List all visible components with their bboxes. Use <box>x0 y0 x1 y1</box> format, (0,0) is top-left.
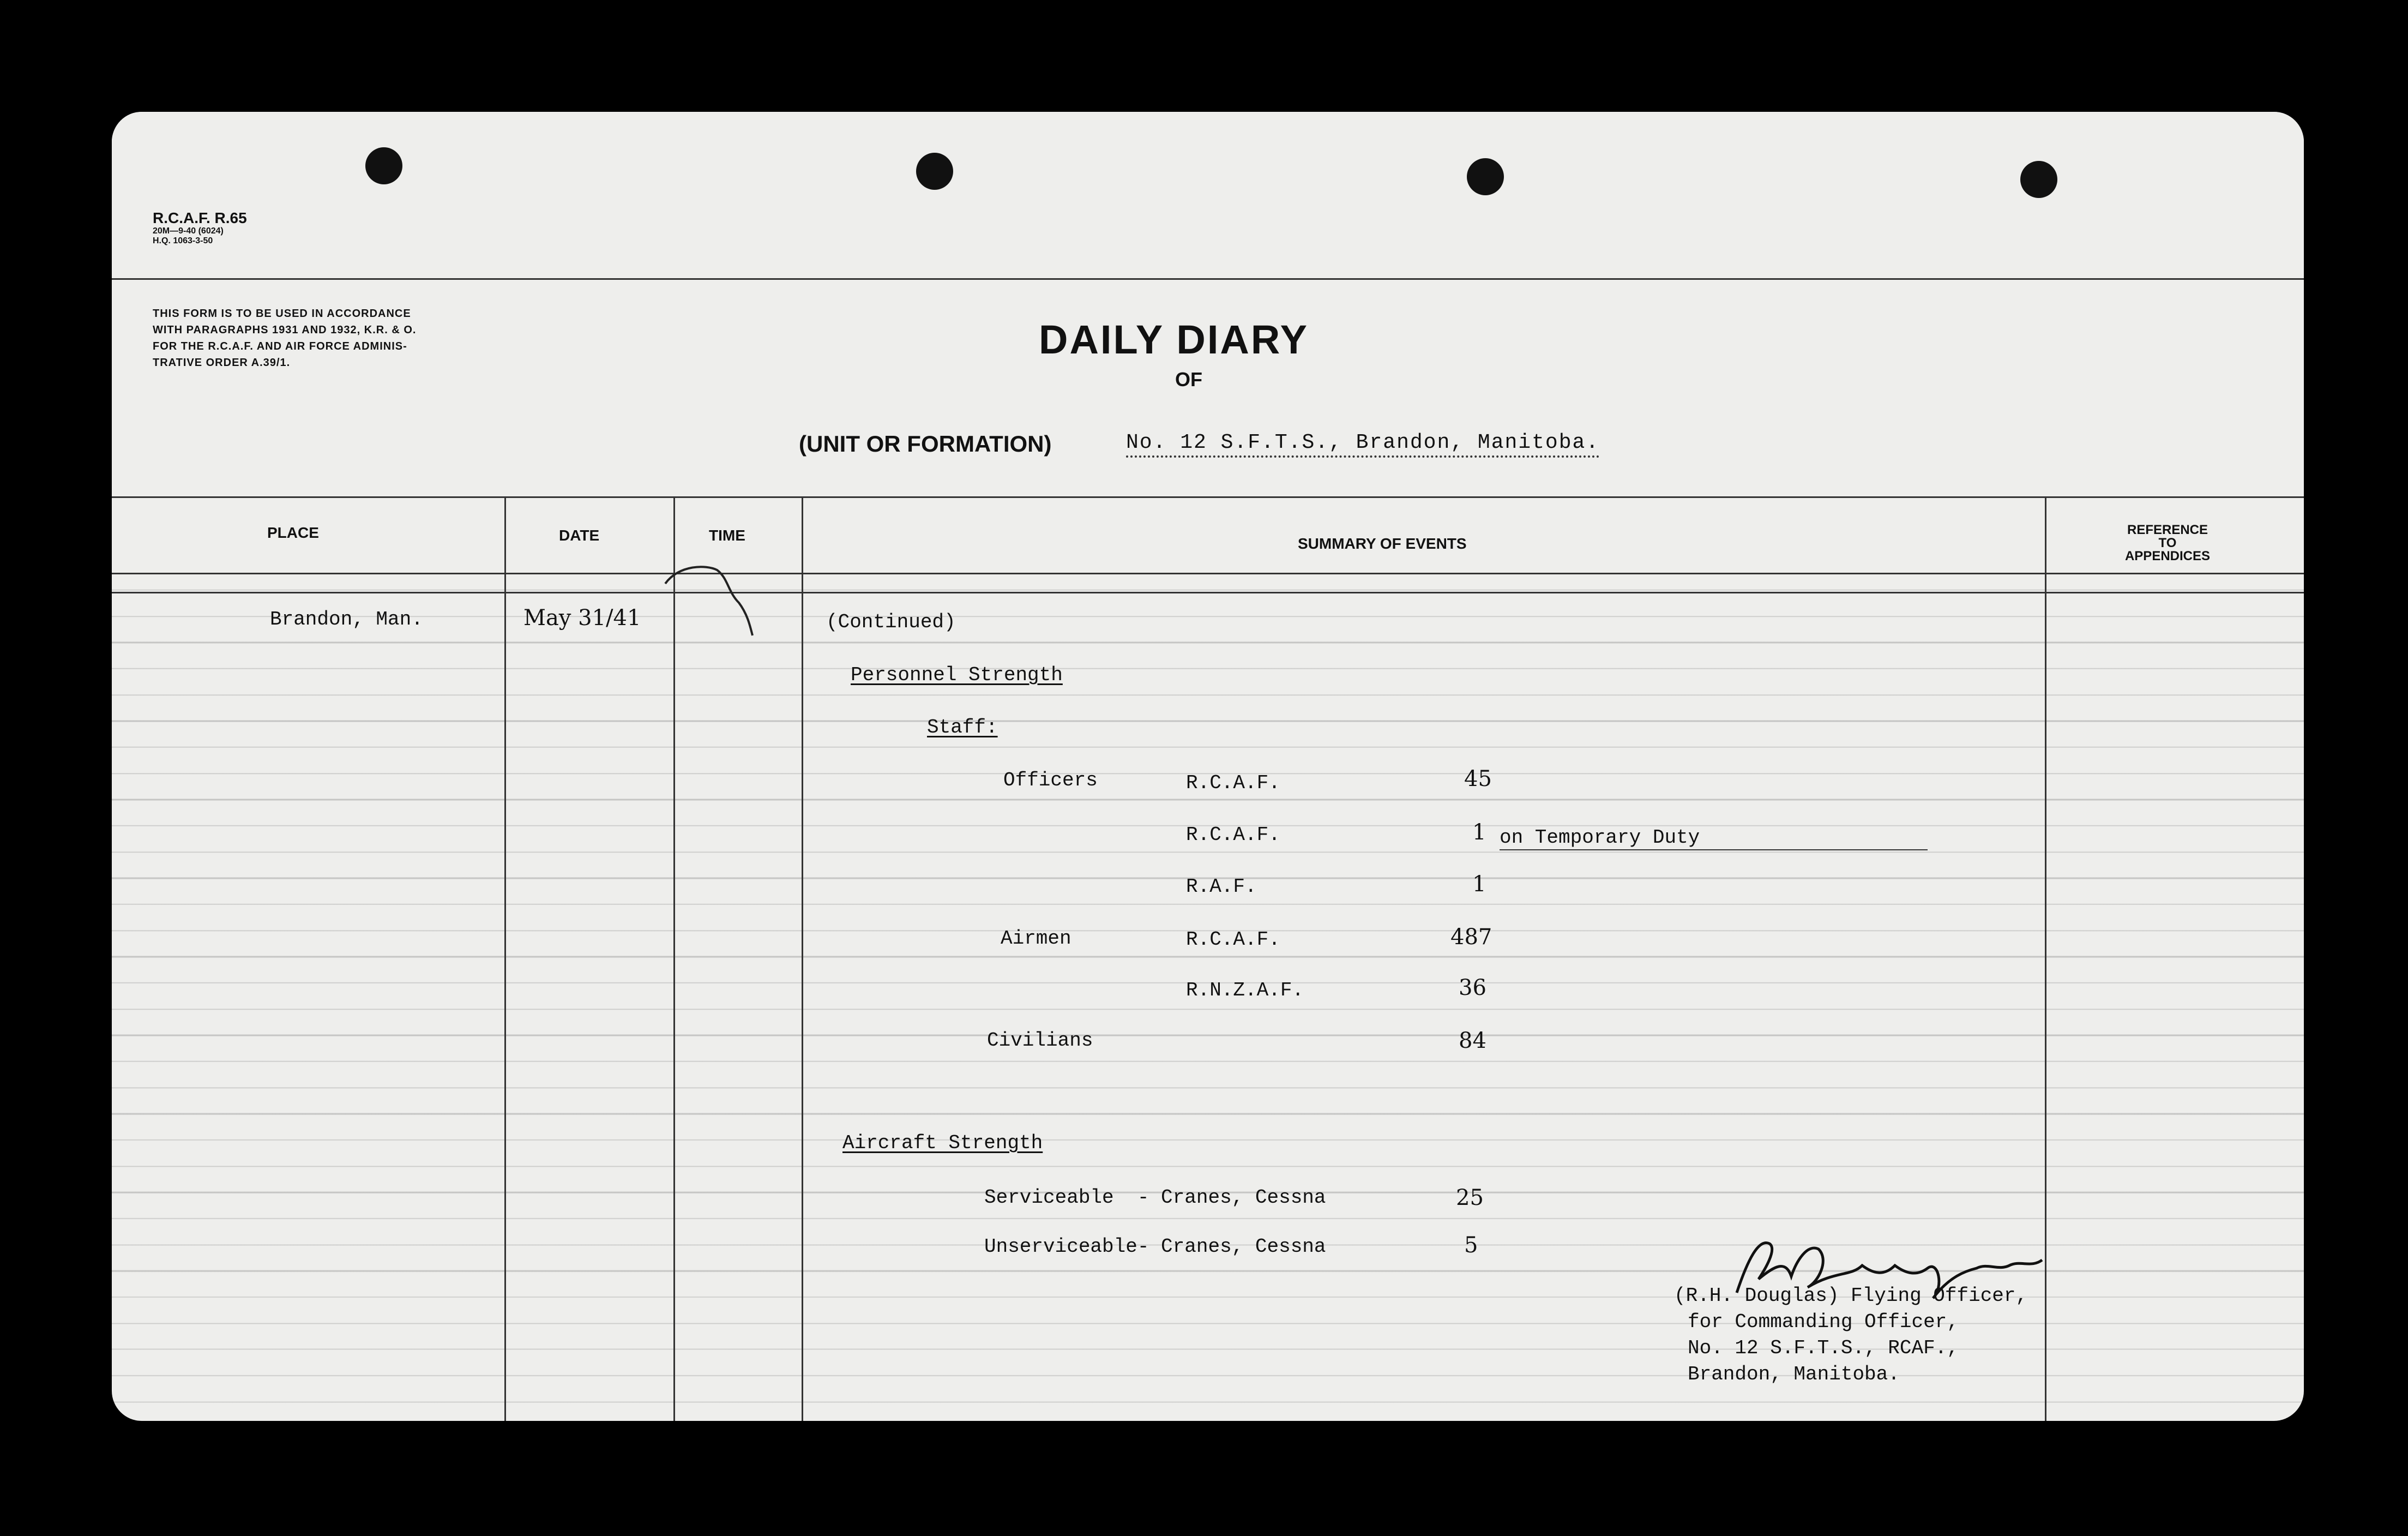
column-divider <box>504 496 506 1421</box>
time-scribble <box>657 554 766 652</box>
signature-line: Brandon, Manitoba. <box>1688 1363 1900 1385</box>
column-header-date: DATE <box>559 527 600 544</box>
note-underline <box>1500 849 1928 850</box>
rule <box>112 573 2304 574</box>
row-count: 45 <box>1464 766 1492 791</box>
row-force: R.C.A.F. <box>1186 824 1280 846</box>
staff-heading: Staff: <box>927 716 998 739</box>
row-category: Airmen <box>1001 927 1071 950</box>
aircraft-row-label: Unserviceable- Cranes, Cessna <box>984 1235 1326 1258</box>
row-force: R.A.F. <box>1186 875 1257 898</box>
form-note-line: FOR THE R.C.A.F. AND AIR FORCE ADMINIS- <box>153 340 407 352</box>
form-note-line: TRATIVE ORDER A.39/1. <box>153 357 291 369</box>
row-count: 487 <box>1450 925 1492 950</box>
column-header-time: TIME <box>709 527 745 544</box>
form-code <box>153 210 247 246</box>
row-category: Civilians <box>987 1029 1093 1052</box>
aircraft-row-count: 5 <box>1464 1233 1478 1258</box>
column-header-summary: SUMMARY OF EVENTS <box>1298 535 1467 552</box>
form-code-line: R.C.A.F. R.65 <box>153 209 247 226</box>
page-title: DAILY DIARY <box>1039 317 1309 362</box>
rule <box>112 496 2304 498</box>
signature-line: (R.H. Douglas) Flying Officer, <box>1674 1285 2028 1307</box>
row-count: 36 <box>1459 975 1486 1000</box>
form-code-line: 20M—9-40 (6024) <box>153 226 224 236</box>
title-of: OF <box>1175 368 1202 391</box>
aircraft-row-count: 25 <box>1456 1185 1484 1210</box>
continued-label: (Continued) <box>826 611 956 633</box>
rule <box>112 592 2304 593</box>
diary-card <box>112 112 2304 1421</box>
form-instructions <box>153 305 416 371</box>
row-count: 1 <box>1472 872 1486 897</box>
punch-hole <box>1467 158 1504 195</box>
reference-line: TO <box>2158 536 2177 550</box>
unit-label: (UNIT OR FORMATION) <box>799 431 1052 457</box>
row-note: on Temporary Duty <box>1500 826 1700 849</box>
reference-line: APPENDICES <box>2124 549 2211 563</box>
form-note-line: WITH PARAGRAPHS 1931 AND 1932, K.R. & O. <box>153 324 417 336</box>
reference-line: REFERENCE <box>2127 523 2208 537</box>
signature-line: for Commanding Officer, <box>1688 1311 1959 1333</box>
unit-value: No. 12 S.F.T.S., Brandon, Manitoba. <box>1126 431 1599 458</box>
column-header-place: PLACE <box>267 524 319 541</box>
row-force: R.N.Z.A.F. <box>1186 979 1304 1001</box>
row-count: 84 <box>1459 1028 1486 1053</box>
punch-hole <box>2020 161 2057 198</box>
row-count: 1 <box>1472 820 1486 845</box>
punch-hole <box>916 153 953 190</box>
column-header-reference <box>2108 524 2228 563</box>
form-code-line: H.Q. 1063-3-50 <box>153 236 213 245</box>
row-category: Officers <box>1003 769 1098 791</box>
rule <box>112 278 2304 280</box>
personnel-strength-heading: Personnel Strength <box>851 664 1063 686</box>
column-divider <box>802 496 803 1421</box>
punch-hole <box>365 147 402 184</box>
aircraft-row-label: Serviceable - Cranes, Cessna <box>984 1186 1326 1209</box>
row-force: R.C.A.F. <box>1186 772 1280 794</box>
signature-line: No. 12 S.F.T.S., RCAF., <box>1688 1337 1959 1359</box>
form-note-line: THIS FORM IS TO BE USED IN ACCORDANCE <box>153 308 411 320</box>
entry-place: Brandon, Man. <box>270 608 423 631</box>
aircraft-strength-heading: Aircraft Strength <box>842 1132 1043 1154</box>
row-force: R.C.A.F. <box>1186 928 1280 951</box>
entry-date: May 31/41 <box>523 605 641 631</box>
